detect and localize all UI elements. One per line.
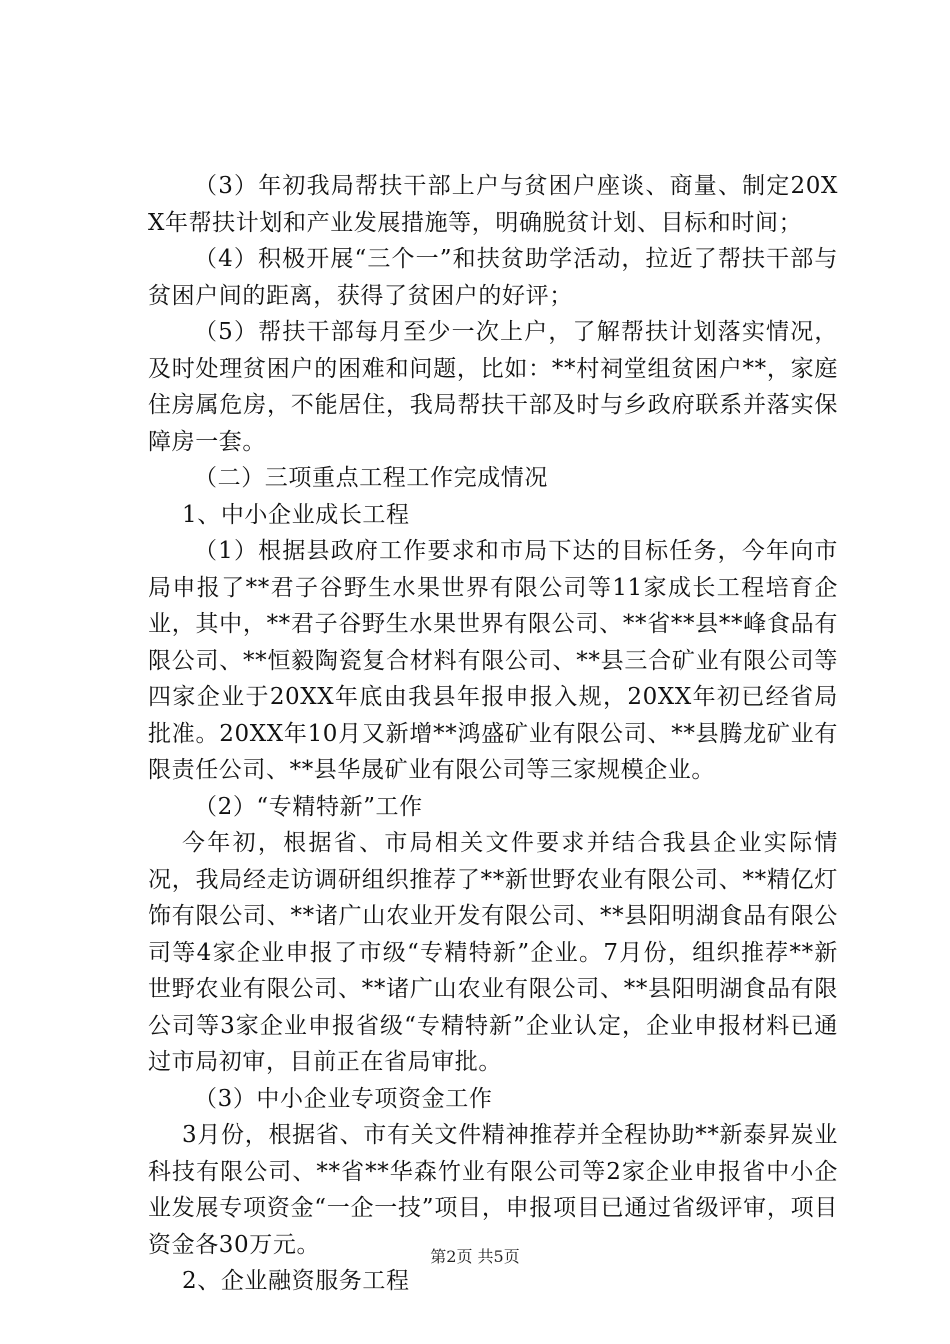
section-heading-key-projects: （二）三项重点工程工作完成情况 (194, 465, 548, 491)
subsection-heading-financing: 2、企业融资服务工程 (182, 1268, 410, 1294)
paragraph-item-5: （5）帮扶干部每月至少一次上户，了解帮扶计划落实情况，及时处理贫困户的困难和问题，比如：**村祠堂组贫困户**，家庭住房属危房，不能居住，我局帮扶干部及时与乡政府联系并落实保障房一套。 (148, 319, 838, 455)
paragraph-specialized-new: 今年初，根据省、市局相关文件要求并结合我县企业实际情况，我局经走访调研组织推荐了**新世野农业有限公司、**精亿灯饰有限公司、**诸广山农业开发有限公司、**县阳明湖食品有限公司等4家企业申报了市级“专精特新”企业。7月份，组织推荐**新世野农业有限公司、**诸广山农业有限公司、**县阳明湖食品有限公司等3家企业申报省级“专精特新”企业认定，企业申报材料已通过市局初审，目前正在省局审批。 (148, 830, 838, 1075)
subheading-special-funds: （3）中小企业专项资金工作 (194, 1085, 493, 1112)
page-footer: 第2页 共5页 (430, 1247, 520, 1266)
document-body (148, 168, 838, 1300)
paragraph-item-4: （4）积极开展“三个一”和扶贫助学活动，拉近了帮扶干部与贫困户间的距离，获得了贫困户的好评； (148, 246, 838, 309)
subsection-heading-sme-growth: 1、中小企业成长工程 (182, 501, 410, 528)
subheading-specialized-new: （2）“专精特新”工作 (194, 793, 423, 820)
paragraph-item-3: （3）年初我局帮扶干部上户与贫困户座谈、商量、制定20XX年帮扶计划和产业发展措施等，明确脱贫计划、目标和时间； (148, 173, 838, 236)
paragraph-sme-growth-1: （1）根据县政府工作要求和市局下达的目标任务，今年向市局申报了**君子谷野生水果世界有限公司等11家成长工程培育企业，其中，**君子谷野生水果世界有限公司、**省**县**峰食品有限公司、**恒毅陶瓷复合材料有限公司、**县三合矿业有限公司等四家企业于20XX年底由我县年报申报入规，20XX年初已经省局批准。20XX年10月又新增**鸿盛矿业有限公司、**县腾龙矿业有限责任公司、**县华晟矿业有限公司等三家规模企业。 (148, 538, 838, 783)
paragraph-special-funds: 3月份，根据省、市有关文件精神推荐并全程协助**新泰昇炭业科技有限公司、**省**华森竹业有限公司等2家企业申报省中小企业发展专项资金“一企一技”项目，申报项目已通过省级评审，项目资金各30万元。 (148, 1122, 838, 1258)
